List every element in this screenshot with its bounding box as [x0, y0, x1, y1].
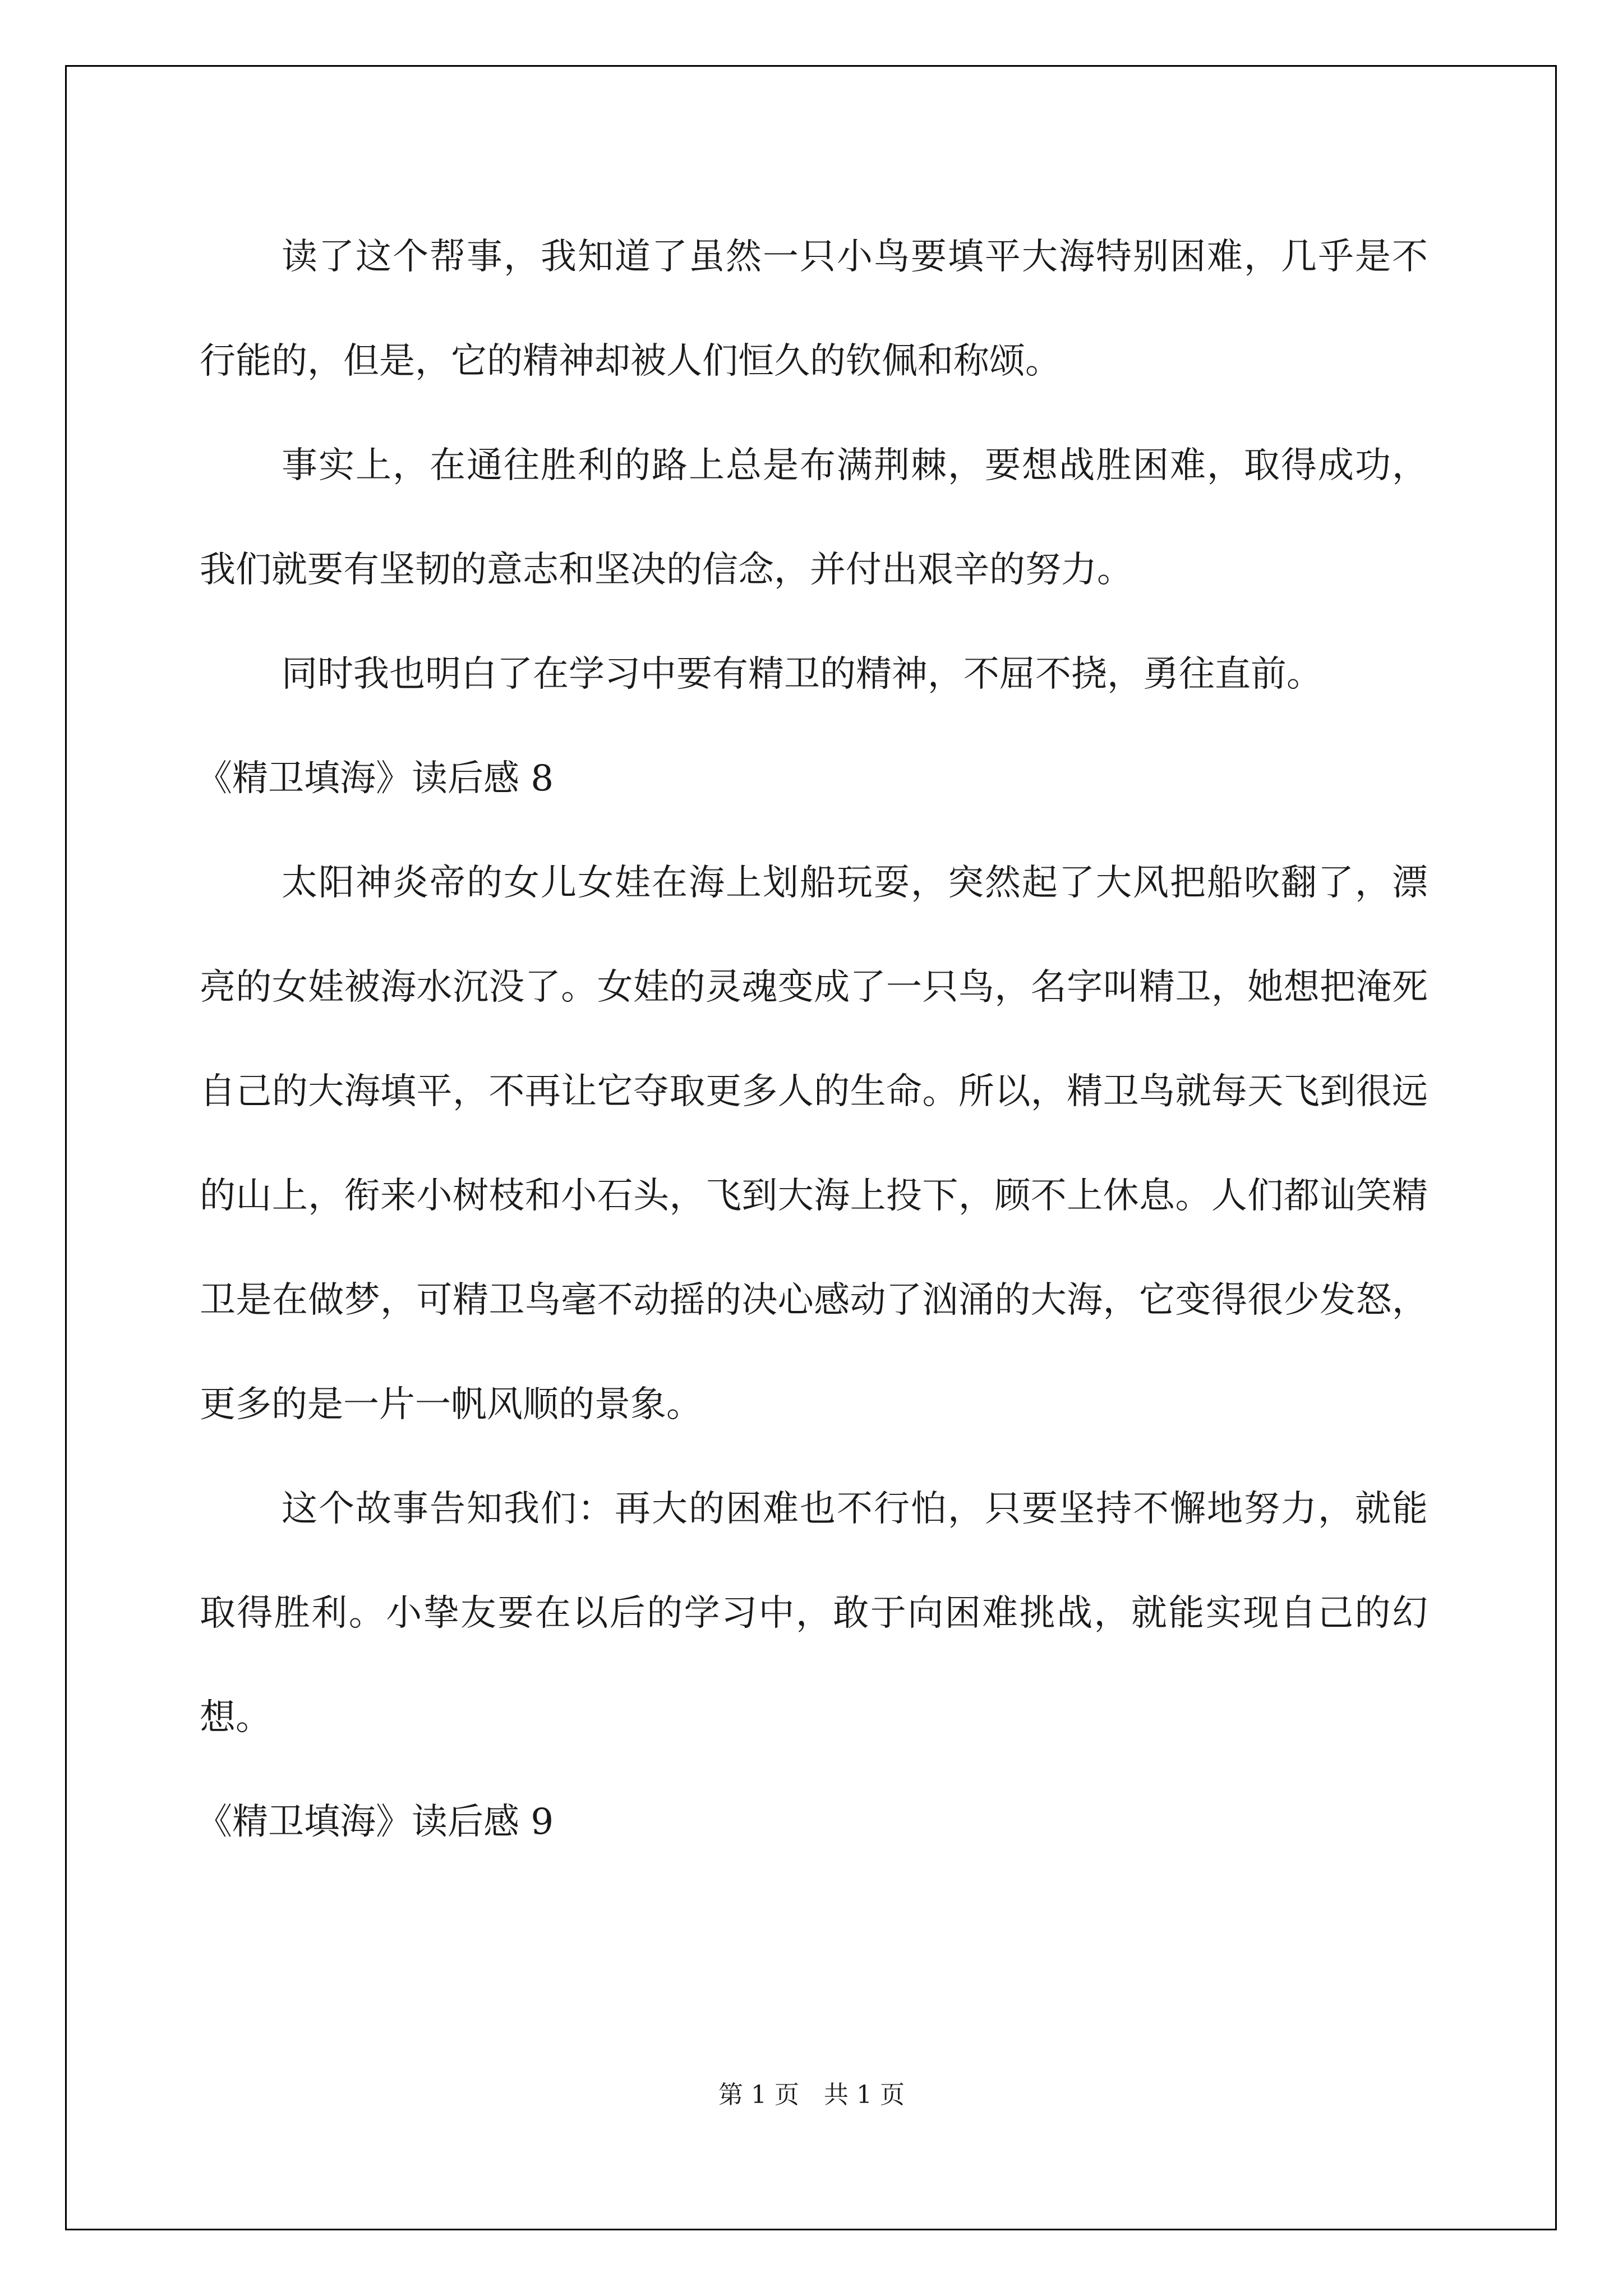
page-number: 第 1 页 [718, 2081, 799, 2109]
paragraph-3: 同时我也明白了在学习中要有精卫的精神，不屈不挠，勇往直前。 [282, 654, 1322, 695]
page-total: 共 1 页 [824, 2081, 905, 2109]
section-heading-8: 《精卫填海》读后感 8 [196, 758, 554, 799]
paragraph-4: 太阳神炎帝的女儿女娃在海上划船玩耍，突然起了大风把船吹翻了，漂亮的女娃被海水沉没了。女娃的灵魂变成了一只鸟，名字叫精卫，她想把淹死自己的大海填平，不再让它夺取更多人的生命。所以，精卫鸟就每天飞到很远的山上，衔来小树枝和小石头，飞到大海上投下，顾不上休息。人们都讪笑精卫是在做梦，可精卫鸟毫不动摇的决心感动了汹涌的大海，它变得很少发怒，更多的是一片一帆风顺的景象。 [200, 862, 1428, 1425]
section-heading-9: 《精卫填海》读后感 9 [196, 1801, 554, 1843]
paragraph-5: 这个故事告知我们：再大的困难也不行怕，只要坚持不懈地努力，就能取得胜利。小挚友要在以后的学习中，敢于向困难挑战，就能实现自己的幻想。 [200, 1488, 1428, 1738]
page-footer [0, 2078, 1623, 2112]
paragraph-1: 读了这个帮事，我知道了虽然一只小鸟要填平大海特别困难，几乎是不行能的，但是，它的精神却被人们恒久的钦佩和称颂。 [200, 236, 1428, 382]
paragraph-2: 事实上，在通往胜利的路上总是布满荆棘，要想战胜困难，取得成功，我们就要有坚韧的意志和坚决的信念，并付出艰辛的努力。 [200, 445, 1428, 591]
document-body [196, 205, 1428, 1874]
